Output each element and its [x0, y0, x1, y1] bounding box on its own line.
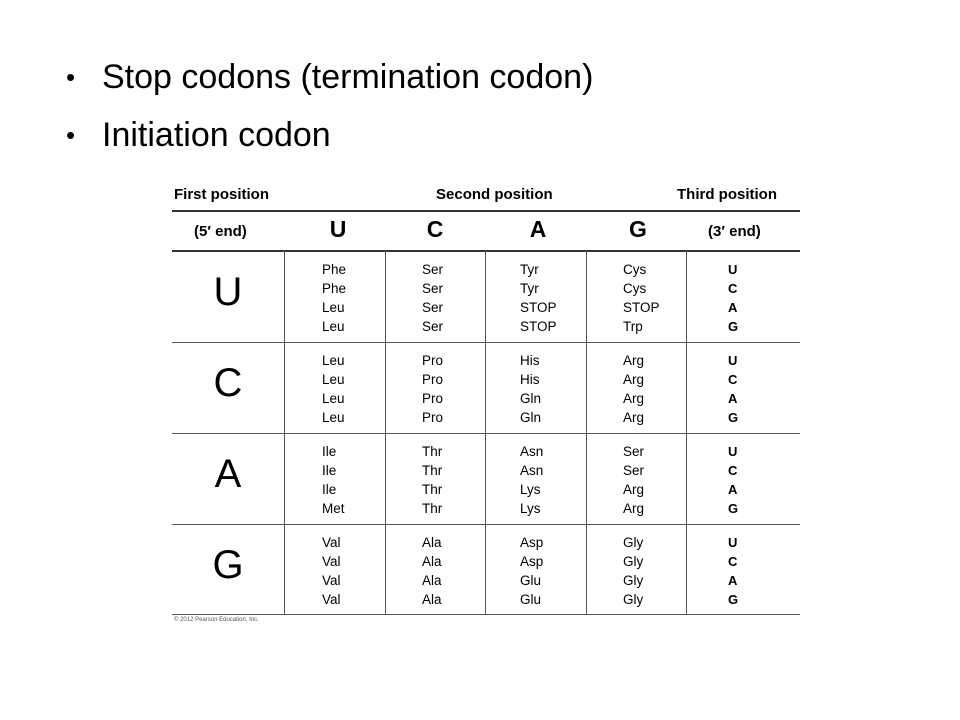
codon-cell: Arg Arg Arg Arg — [623, 353, 645, 425]
third-position-bases: U C A G — [728, 535, 739, 607]
third-position-bases: U C A G — [728, 262, 739, 334]
table-row-g — [172, 525, 800, 615]
third-position-bases: U C A G — [728, 444, 739, 516]
first-base: A — [214, 452, 242, 496]
header-5-end: (5′ end) — [194, 223, 247, 240]
copyright-credit: © 2012 Pearson Education, Inc. — [174, 617, 259, 623]
codon-cell: Asp Asp Glu Glu — [520, 535, 544, 607]
table-row-c — [172, 343, 800, 433]
codon-cell: His His Gln Gln — [520, 353, 542, 425]
second-base-u: U — [329, 216, 347, 242]
codon-cell: Gly Gly Gly Gly — [623, 535, 644, 607]
bullet-text: Initiation codon — [102, 116, 331, 154]
header-third-position: Third position — [677, 186, 777, 203]
codon-cell: Cys Cys STOP Trp — [623, 262, 660, 334]
bullet-item-stop-codons — [66, 48, 593, 106]
codon-cell: Leu Leu Leu Leu — [322, 353, 345, 425]
bullet-item-initiation-codon — [66, 106, 593, 164]
third-position-bases: U C A G — [728, 353, 739, 425]
bullet-dot-icon: • — [66, 120, 76, 150]
first-base: U — [213, 270, 243, 314]
codon-cell: Pro Pro Pro Pro — [422, 353, 444, 425]
codon-cell: Asn Asn Lys Lys — [520, 444, 544, 516]
header-divider — [172, 210, 800, 212]
table-row-a — [172, 434, 800, 524]
header-first-position: First position — [174, 186, 269, 203]
codon-cell: Tyr Tyr STOP STOP — [520, 262, 557, 334]
header-3-end: (3′ end) — [708, 223, 761, 240]
codon-cell: Ser Ser Ser Ser — [422, 262, 444, 334]
first-base: C — [213, 361, 243, 405]
first-base: G — [212, 543, 244, 587]
second-base-c: C — [426, 216, 444, 242]
bullet-list — [66, 48, 593, 164]
bullet-dot-icon: • — [66, 62, 76, 92]
codon-cell: Ile Ile Ile Met — [322, 444, 345, 516]
header-second-position: Second position — [436, 186, 553, 203]
second-base-g: G — [629, 216, 647, 242]
table-bottom-border — [172, 614, 800, 615]
table-row-u — [172, 252, 800, 342]
second-base-a: A — [529, 216, 547, 242]
codon-cell: Phe Phe Leu Leu — [322, 262, 347, 334]
codon-cell: Ser Ser Arg Arg — [623, 444, 645, 516]
codon-cell: Val Val Val Val — [322, 535, 341, 607]
bullet-text: Stop codons (termination codon) — [102, 58, 594, 96]
codon-cell: Thr Thr Thr Thr — [422, 444, 443, 516]
codon-cell: Ala Ala Ala Ala — [422, 535, 442, 607]
codon-table — [172, 180, 800, 626]
